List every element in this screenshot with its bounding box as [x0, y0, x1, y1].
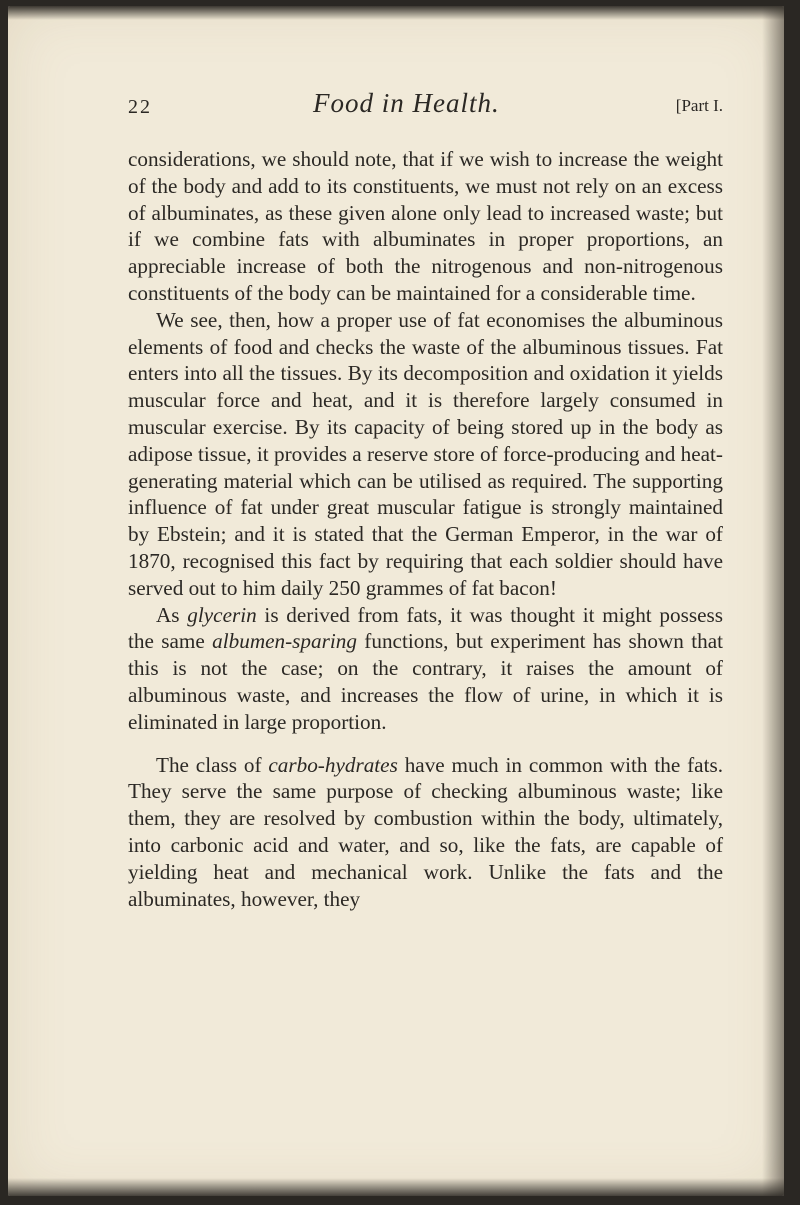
paragraph-4-text-a: The class of — [156, 752, 269, 777]
paragraph-4 — [128, 752, 723, 913]
page-gutter-shadow — [762, 6, 784, 1196]
running-title: Food in Health. — [313, 88, 500, 118]
running-header — [128, 88, 723, 124]
body-text — [128, 146, 723, 912]
paragraph-3-text-a: As — [156, 602, 188, 627]
page-top-shadow — [8, 6, 784, 20]
paragraph-1 — [128, 146, 723, 307]
term-carbo-hydrates: carbo-hydrates — [268, 752, 398, 777]
paragraph-3 — [128, 602, 723, 736]
paragraph-4-text-b: have much in common with the fats. They serve the same purpose of checking albuminous waste; like them, they are resolved by combustion within the body, ultimately, into carbonic acid and water, and so, like the fats, are capable of yielding heat and mechanical work. Unlike the fats and the albuminates, however, they — [128, 752, 723, 911]
page-number: 22 — [128, 96, 152, 118]
paragraph-2 — [128, 307, 723, 602]
term-albumen-sparing: albumen-sparing — [212, 629, 357, 654]
paragraph-3-text-c: functions, but experiment has shown that this is not the case; on the contrary, it raises the amount of albuminous waste, and increases the flow of urine, in which it is eliminated in large proportion. — [128, 629, 723, 734]
paragraph-3-text-b: is derived from fats, it was thought it might possess the same — [128, 602, 723, 654]
term-glycerin: glycerin — [187, 602, 257, 627]
paragraph-2-text: We see, then, how a proper use of fat economises the albuminous elements of food and checks the waste of the albuminous tissues. Fat enters into all the tissues. By its decomposition and oxidation it yields muscular force and heat, and it is therefore largely consumed in muscular exercise. By its capacity of being stored up in the body as adipose tissue, it provides a reserve store of force-producing and heat-generating material which can be utilised as required. The supporting influence of fat under great muscular fatigue is strongly maintained by Ebstein; and it is stated that the German Emperor, in the war of 1870, recognised this fact by requiring that each soldier should have served out to him daily 250 grammes of fat bacon! — [128, 307, 723, 600]
page-bottom-shadow — [8, 1178, 784, 1196]
part-label: [Part I. — [675, 96, 723, 115]
paragraph-1-text: considerations, we should note, that if we wish to increase the weight of the body and add to its constituents, we must not rely on an excess of albuminates, as these given alone only lead to increased waste; but if we combine fats with albuminates in proper proportions, an appreciable increase of both the nitrogenous and non-nitrogenous constituents of the body can be maintained for a considerable time. — [128, 147, 723, 305]
